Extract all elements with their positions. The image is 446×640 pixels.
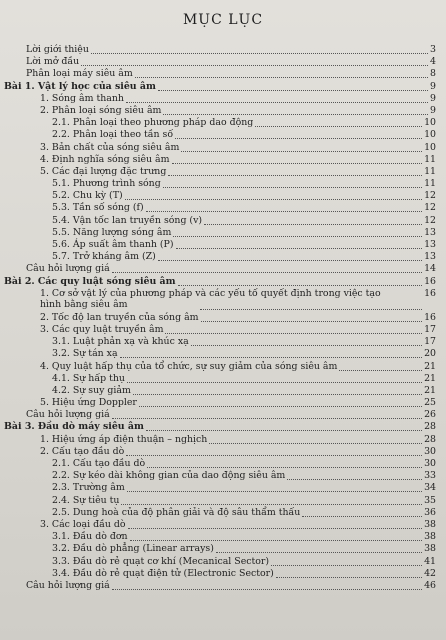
toc-entry-page-number: 9 xyxy=(430,104,436,116)
toc-leader-dots xyxy=(112,577,422,590)
toc-entry-label: 2.1. Phân loại theo phương pháp dao động xyxy=(52,117,254,129)
toc-entry-page-number: 28 xyxy=(424,433,436,445)
toc-leader-dots xyxy=(175,126,422,139)
toc-entry-label: 3.2. Sự tán xạ xyxy=(52,348,118,360)
toc-entry-label: 3.3. Đầu dò rẻ quạt cơ khí (Mecanical Sector) xyxy=(52,555,270,567)
toc-entry-page-number: 11 xyxy=(424,165,436,177)
toc-leader-dots xyxy=(287,467,422,480)
toc-entry-page-number: 10 xyxy=(424,141,436,153)
toc-entry-label: 5. Hiệu ứng Doppler xyxy=(40,397,137,409)
table-of-contents xyxy=(0,44,446,592)
toc-entry-page-number: 35 xyxy=(424,494,436,506)
toc-entry-page-number: 21 xyxy=(424,384,436,396)
page-title: MỤC LỤC xyxy=(182,12,264,28)
toc-leader-dots xyxy=(146,418,422,431)
toc-leader-dots xyxy=(120,345,422,358)
toc-entry-label: 3. Các quy luật truyền âm xyxy=(40,323,164,335)
toc-leader-dots xyxy=(271,553,422,566)
toc-entry-page-number: 34 xyxy=(424,482,436,494)
toc-leader-dots xyxy=(209,431,422,444)
toc-leader-dots xyxy=(158,78,428,91)
toc-entry-label: Lời mở đầu xyxy=(26,56,80,68)
toc-entry-label: 3.1. Luật phản xạ và khúc xạ xyxy=(52,336,189,348)
toc-entry-page-number: 38 xyxy=(424,543,436,555)
toc-entry-label: Câu hỏi lượng giá xyxy=(26,409,110,421)
toc-leader-dots xyxy=(158,248,422,261)
toc-entry-label: 3.2. Đầu dò phẳng (Linear arrays) xyxy=(52,543,214,555)
toc-leader-dots xyxy=(112,406,422,419)
toc-entry-label: 1. Sóng âm thanh xyxy=(40,92,124,104)
toc-entry-label: 5.1. Phương trình sóng xyxy=(52,178,161,190)
toc-entry-page-number: 38 xyxy=(424,518,436,530)
toc-entry-label: 2. Phân loại sóng siêu âm xyxy=(40,104,162,116)
toc-entry-page-number: 13 xyxy=(424,239,436,250)
toc-entry-page-number: 12 xyxy=(424,202,436,214)
toc-entry-page-number: 38 xyxy=(424,531,436,543)
toc-entry-page-number: 10 xyxy=(424,117,436,129)
toc-entry-page-number: 11 xyxy=(424,153,436,165)
toc-entry-page-number: 36 xyxy=(424,506,436,518)
toc-entry-label: 2.4. Sự tiêu tụ xyxy=(52,494,120,506)
toc-entry-page-number: 13 xyxy=(424,226,436,238)
toc-leader-dots xyxy=(176,236,422,249)
toc-entry-label: 4. Quy luật hấp thụ của tổ chức, sự suy giảm của sóng siêu âm xyxy=(40,360,338,372)
toc-entry-label: 3. Các loại đầu dò xyxy=(40,518,126,530)
toc-entry xyxy=(0,276,446,288)
toc-entry-page-number: 11 xyxy=(424,178,436,190)
toc-entry-label: 2. Cấu tạo đầu dò xyxy=(40,445,125,457)
toc-entry-page-number: 14 xyxy=(424,263,436,275)
toc-entry-label: 5.5. Năng lượng sóng âm xyxy=(52,226,172,238)
toc-leader-dots xyxy=(91,41,428,54)
toc-leader-dots xyxy=(191,333,422,346)
toc-entry-page-number: 16 xyxy=(424,287,436,299)
toc-entry-page-number: 9 xyxy=(430,92,436,104)
toc-entry-page-number: 20 xyxy=(424,348,436,360)
toc-leader-dots xyxy=(168,163,422,176)
toc-leader-dots xyxy=(165,321,422,334)
toc-entry-label: Lời giới thiệu xyxy=(26,44,89,55)
toc-entry-page-number: 30 xyxy=(424,458,436,469)
toc-leader-dots xyxy=(255,114,422,127)
toc-entry-label: 5.4. Vận tốc lan truyền sóng (v) xyxy=(52,214,203,226)
toc-leader-dots xyxy=(121,492,422,505)
toc-entry-page-number: 41 xyxy=(424,555,436,567)
toc-entry-label: 2.2. Phân loại theo tần số xyxy=(52,129,174,141)
toc-entry-label: 5.3. Tần số sóng (f) xyxy=(52,202,144,214)
toc-entry-page-number: 13 xyxy=(424,251,436,263)
toc-leader-dots xyxy=(127,370,422,383)
toc-leader-dots xyxy=(173,224,422,237)
toc-entry-label: 5.7. Trở kháng âm (Z) xyxy=(52,251,156,263)
toc-leader-dots xyxy=(163,175,422,188)
toc-leader-dots xyxy=(126,90,428,103)
toc-entry-label: 2. Tốc độ lan truyền của sóng âm xyxy=(40,311,199,323)
toc-entry-label: Bài 1. Vật lý học của siêu âm xyxy=(4,80,156,92)
toc-leader-dots xyxy=(81,53,428,66)
toc-entry-label: Câu hỏi lượng giá xyxy=(26,263,110,275)
toc-entry-label: 2.1. Cấu tạo đầu dò xyxy=(52,458,146,469)
toc-entry-label: 2.2. Sự kéo dài không gian của dao động siêu âm xyxy=(52,470,286,482)
toc-leader-dots xyxy=(339,358,422,371)
toc-entry-label: 5.6. Áp suất âm thanh (P) xyxy=(52,239,174,250)
toc-leader-dots xyxy=(126,443,422,456)
toc-leader-dots xyxy=(216,540,422,553)
toc-entry-page-number: 17 xyxy=(424,336,436,348)
toc-entry-label: Bài 2. Các quy luật sóng siêu âm xyxy=(4,275,176,287)
toc-entry-label: 4.2. Sự suy giảm xyxy=(52,384,131,396)
toc-entry-page-number: 10 xyxy=(424,129,436,141)
toc-leader-dots xyxy=(172,151,422,164)
toc-entry-page-number: 8 xyxy=(430,68,436,80)
toc-leader-dots xyxy=(276,565,422,578)
toc-entry-page-number: 9 xyxy=(430,80,436,92)
toc-entry-page-number: 25 xyxy=(424,397,436,409)
toc-leader-dots xyxy=(130,528,422,541)
toc-entry-page-number: 17 xyxy=(424,323,436,335)
toc-leader-dots xyxy=(204,212,422,225)
toc-entry xyxy=(0,580,446,592)
toc-leader-dots xyxy=(302,504,422,517)
toc-entry-label: 5. Các đại lượng đặc trưng xyxy=(40,165,167,177)
toc-entry-label: 1. Cơ sở vật lý của phương pháp và các yếu tố quyết định trong việc tạo hình bằng siêu âm xyxy=(40,287,381,311)
toc-entry-page-number: 33 xyxy=(424,470,436,482)
toc-entry-label: Câu hỏi lượng giá xyxy=(26,579,110,591)
toc-entry-label: 1. Hiệu ứng áp điện thuận – nghịch xyxy=(40,433,208,445)
toc-entry-page-number: 4 xyxy=(430,56,436,68)
toc-leader-dots xyxy=(133,382,422,395)
toc-leader-dots xyxy=(178,273,422,286)
toc-entry-label: 3.1. Đầu dò đơn xyxy=(52,531,128,543)
toc-entry-label: 2.5. Dung hoà của độ phân giải và độ sâu thẩm thấu xyxy=(52,506,301,518)
toc-entry-page-number: 3 xyxy=(430,44,436,55)
toc-entry-page-number: 42 xyxy=(424,567,436,579)
toc-leader-dots xyxy=(125,187,422,200)
toc-entry-label: Phân loại máy siêu âm xyxy=(26,68,133,80)
toc-leader-dots xyxy=(146,199,422,212)
toc-entry-page-number: 28 xyxy=(424,421,436,433)
toc-entry-label: 3. Bản chất của sóng siêu âm xyxy=(40,141,180,153)
toc-entry-page-number: 21 xyxy=(424,372,436,384)
toc-leader-dots xyxy=(128,516,422,529)
toc-entry-page-number: 26 xyxy=(424,409,436,421)
toc-leader-dots xyxy=(127,479,422,492)
toc-entry-page-number: 12 xyxy=(424,190,436,202)
toc-entry-page-number: 16 xyxy=(424,311,436,323)
toc-entry-label: 4.1. Sự hấp thụ xyxy=(52,372,125,384)
toc-entry-label: 4. Định nghĩa sóng siêu âm xyxy=(40,153,170,165)
toc-entry-page-number: 30 xyxy=(424,445,436,457)
toc-entry-page-number: 12 xyxy=(424,214,436,226)
toc-entry-page-number: 16 xyxy=(424,275,436,287)
toc-entry-page-number: 21 xyxy=(424,360,436,372)
toc-leader-dots xyxy=(163,102,428,115)
toc-entry-page-number: 46 xyxy=(424,579,436,591)
toc-leader-dots xyxy=(181,139,422,152)
toc-leader-dots xyxy=(135,65,428,78)
toc-leader-dots xyxy=(147,455,422,468)
toc-entry-label: 3.4. Đầu dò rẻ quạt điện tử (Electronic Sector) xyxy=(52,567,274,579)
toc-entry-label: 2.3. Trường âm xyxy=(52,482,125,494)
toc-entry-label: 5.2. Chu kỳ (T) xyxy=(52,190,123,202)
toc-leader-dots xyxy=(201,309,422,322)
toc-entry-label: Bài 3. Đầu dò máy siêu âm xyxy=(4,421,144,433)
toc-leader-dots xyxy=(112,260,422,273)
toc-leader-dots xyxy=(139,394,422,407)
